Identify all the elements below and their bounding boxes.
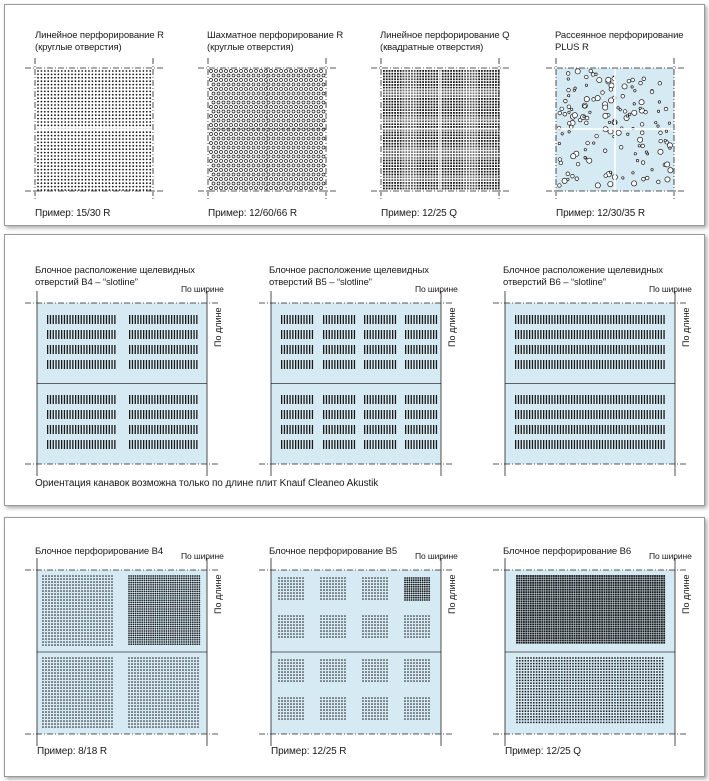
panel-guide-lines xyxy=(493,291,687,476)
title-b6-block: Блочное перфорирование B6 xyxy=(503,546,632,557)
panel-guide-lines xyxy=(25,291,219,476)
example-scattered: Пример: 12/30/35 R xyxy=(556,208,646,219)
title-b4-slotline-1: Блочное расположение щелевидных xyxy=(35,265,195,276)
section-block-perforation xyxy=(4,517,705,777)
title-b6-slotline-1: Блочное расположение щелевидных xyxy=(503,265,663,276)
width-label-b4: По ширине xyxy=(181,284,224,294)
width-label-b5: По ширине xyxy=(415,284,458,294)
length-label-b5-block: По длине xyxy=(447,574,457,614)
title-linear-q-1: Линейное перфорирование Q xyxy=(380,30,510,41)
title-linear-q-2: (квадратные отверстия) xyxy=(380,42,484,53)
example-linear-q: Пример: 12/25 Q xyxy=(381,208,457,219)
length-label-b4-block: По длине xyxy=(213,574,223,614)
title-b4-block: Блочное перфорирование B4 xyxy=(35,546,164,557)
title-b5-slotline-1: Блочное расположение щелевидных xyxy=(269,265,429,276)
panel-guide-lines xyxy=(546,58,684,201)
title-b4-slotline-2: отверстий B4 – “slotline” xyxy=(35,277,138,288)
section-slotline xyxy=(4,234,705,506)
length-label-b6-block: По длине xyxy=(681,574,691,614)
example-b4-block: Пример: 8/18 R xyxy=(37,746,107,757)
example-linear-r: Пример: 15/30 R xyxy=(35,208,111,219)
panel-guide-lines xyxy=(25,558,219,746)
title-staggered-r-1: Шахматное перфорирование R xyxy=(207,30,344,41)
title-scattered-1: Рассеянное перфорирование xyxy=(555,30,684,41)
panel-guide-lines xyxy=(259,558,453,746)
example-staggered-r: Пример: 12/60/66 R xyxy=(208,208,298,219)
example-b6-block: Пример: 12/25 Q xyxy=(505,746,581,757)
title-scattered-2: PLUS R xyxy=(555,42,589,53)
title-b6-slotline-2: отверстий B6 – “slotline” xyxy=(503,277,606,288)
width-label-b5-block: По ширине xyxy=(415,551,458,561)
slotline-orientation-note: Ориентация канавок возможна только по длине плит Knauf Cleaneo Akustik xyxy=(35,478,379,489)
panel-guide-lines xyxy=(259,291,453,476)
panel-guide-lines xyxy=(493,558,687,746)
title-b5-slotline-2: отверстий B5 – “slotline” xyxy=(269,277,372,288)
length-label-b4: По длине xyxy=(213,307,223,347)
title-linear-r-2: (круглые отверстия) xyxy=(35,42,122,53)
panel-guide-lines xyxy=(198,58,336,201)
example-b5-block: Пример: 12/25 R xyxy=(271,746,347,757)
length-label-b5: По длине xyxy=(447,307,457,347)
title-b5-block: Блочное перфорирование B5 xyxy=(269,546,398,557)
length-label-b6: По длине xyxy=(681,307,691,347)
width-label-b6-block: По ширине xyxy=(649,551,692,561)
title-staggered-r-2: (круглые отверстия) xyxy=(207,42,294,53)
width-label-b6: По ширине xyxy=(649,284,692,294)
width-label-b4-block: По ширине xyxy=(181,551,224,561)
section-perforation-types xyxy=(4,4,705,226)
panel-guide-lines xyxy=(371,58,509,201)
panel-guide-lines xyxy=(25,58,163,201)
title-linear-r-1: Линейное перфорирование R xyxy=(35,30,164,41)
